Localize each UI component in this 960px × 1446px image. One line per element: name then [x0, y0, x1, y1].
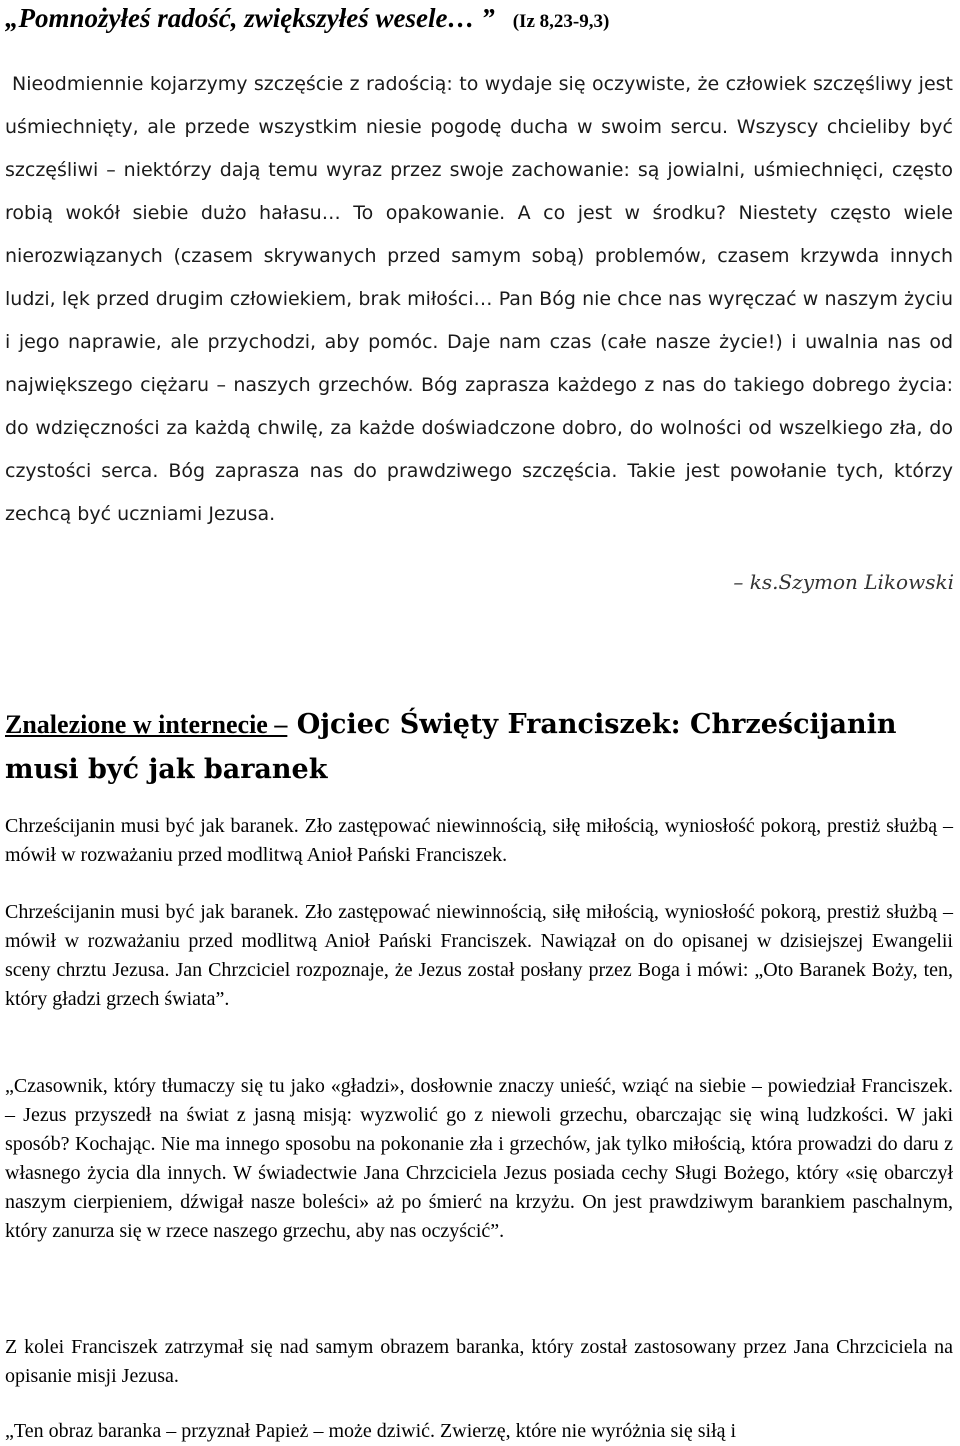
author-signature: – ks.Szymon Likowski	[733, 570, 954, 594]
article-paragraph: „Czasownik, który tłumaczy się tu jako «gładzi», dosłownie znaczy unieść, wziąć na siebie – powiedział Franciszek. – Jezus przyszedł na świat z jasną misją: wyzwolić go z niewoli grzechu, obarczając się winą ludzkości. W jaki sposób? Kochając. Nie ma innego sposobu na pokonanie zła i grzechów, jak tylko miłością, która prowadzi do daru z własnego życia dla innych. W świadectwie Jana Chrzciciela Jezus posiada cechy Sługi Bożego, który «się obarczył naszym cierpieniem, dźwigał nasze boleści» aż po śmierć na krzyżu. On jest prawdziwym barankiem paschalnym, który zanurza się w rzece naszego grzechu, aby nas oczyścić”.	[5, 1075, 953, 1242]
article-paragraph: „Ten obraz baranka – przyznał Papież – może dziwić. Zwierzę, które nie wyróżnia się siłą i	[5, 1420, 737, 1442]
article-heading	[5, 702, 955, 792]
article-paragraph: Z kolei Franciszek zatrzymał się nad samym obrazem baranka, który został zastosowany przez Jana Chrzciciela na opisanie misji Jezusa.	[5, 1336, 953, 1387]
heading-article-title: Ojciec Święty Franciszek: Chrześcijanin musi być jak baranek	[5, 709, 897, 785]
heading-source-label: Znalezione w internecie –	[5, 710, 288, 739]
scripture-reference: (Iz 8,23-9,3)	[512, 11, 610, 32]
article-paragraph: Chrześcijanin musi być jak baranek. Zło zastępować niewinnością, siłę miłością, wyniosłość pokorą, prestiż służbą – mówił w rozważaniu przed modlitwą Anioł Pański Franciszek.	[5, 815, 953, 866]
title-quote: „Pomnożyłeś radość, zwiększyłeś wesele… ”	[5, 3, 495, 33]
article-paragraph: Chrześcijanin musi być jak baranek. Zło zastępować niewinnością, siłę miłością, wyniosłość pokorą, prestiż służbą – mówił w rozważaniu przed modlitwą Anioł Pański Franciszek. Nawiązał on do opisanej w dzisiejszej Ewangelii sceny chrztu Jezusa. Jan Chrzciciel rozpoznaje, że Jezus został posłany przez Boga i mówi: „Oto Baranek Boży, ten, który gładzi grzech świata”.	[5, 901, 953, 1010]
reflection-paragraph: Nieodmiennie kojarzymy szczęście z radością: to wydaje się oczywiste, że człowiek szczęśliwy jest uśmiechnięty, ale przede wszystkim niesie pogodę ducha w swoim sercu. Wszyscy chcieliby być szczęśliwi – niektórzy dają temu wyraz przez swoje zachowanie: są jowialni, uśmiechnięci, często robią wokół siebie dużo hałasu… To opakowanie. A co jest w środku? Niestety często wiele nierozwiązanych (czasem skrywanych przed samym sobą) problemów, czasem krzywda innych ludzi, lęk przed drugim człowiekiem, brak miłości… Pan Bóg nie chce nas wyręczać w naszym życiu i jego naprawie, ale przychodzi, aby pomóc. Daje nam czas (całe nasze życie!) i uwalnia nas od największego ciężaru – naszych grzechów. Bóg zaprasza każdego z nas do takiego dobrego życia: do wdzięczności za każdą chwilę, za każde doświadczone dobro, do wolności od wszelkiego zła, do czystości serca. Bóg zaprasza nas do prawdziwego szczęścia. Takie jest powołanie tych, którzy zechcą być uczniami Jezusa.	[5, 73, 953, 525]
page-title	[5, 0, 955, 40]
